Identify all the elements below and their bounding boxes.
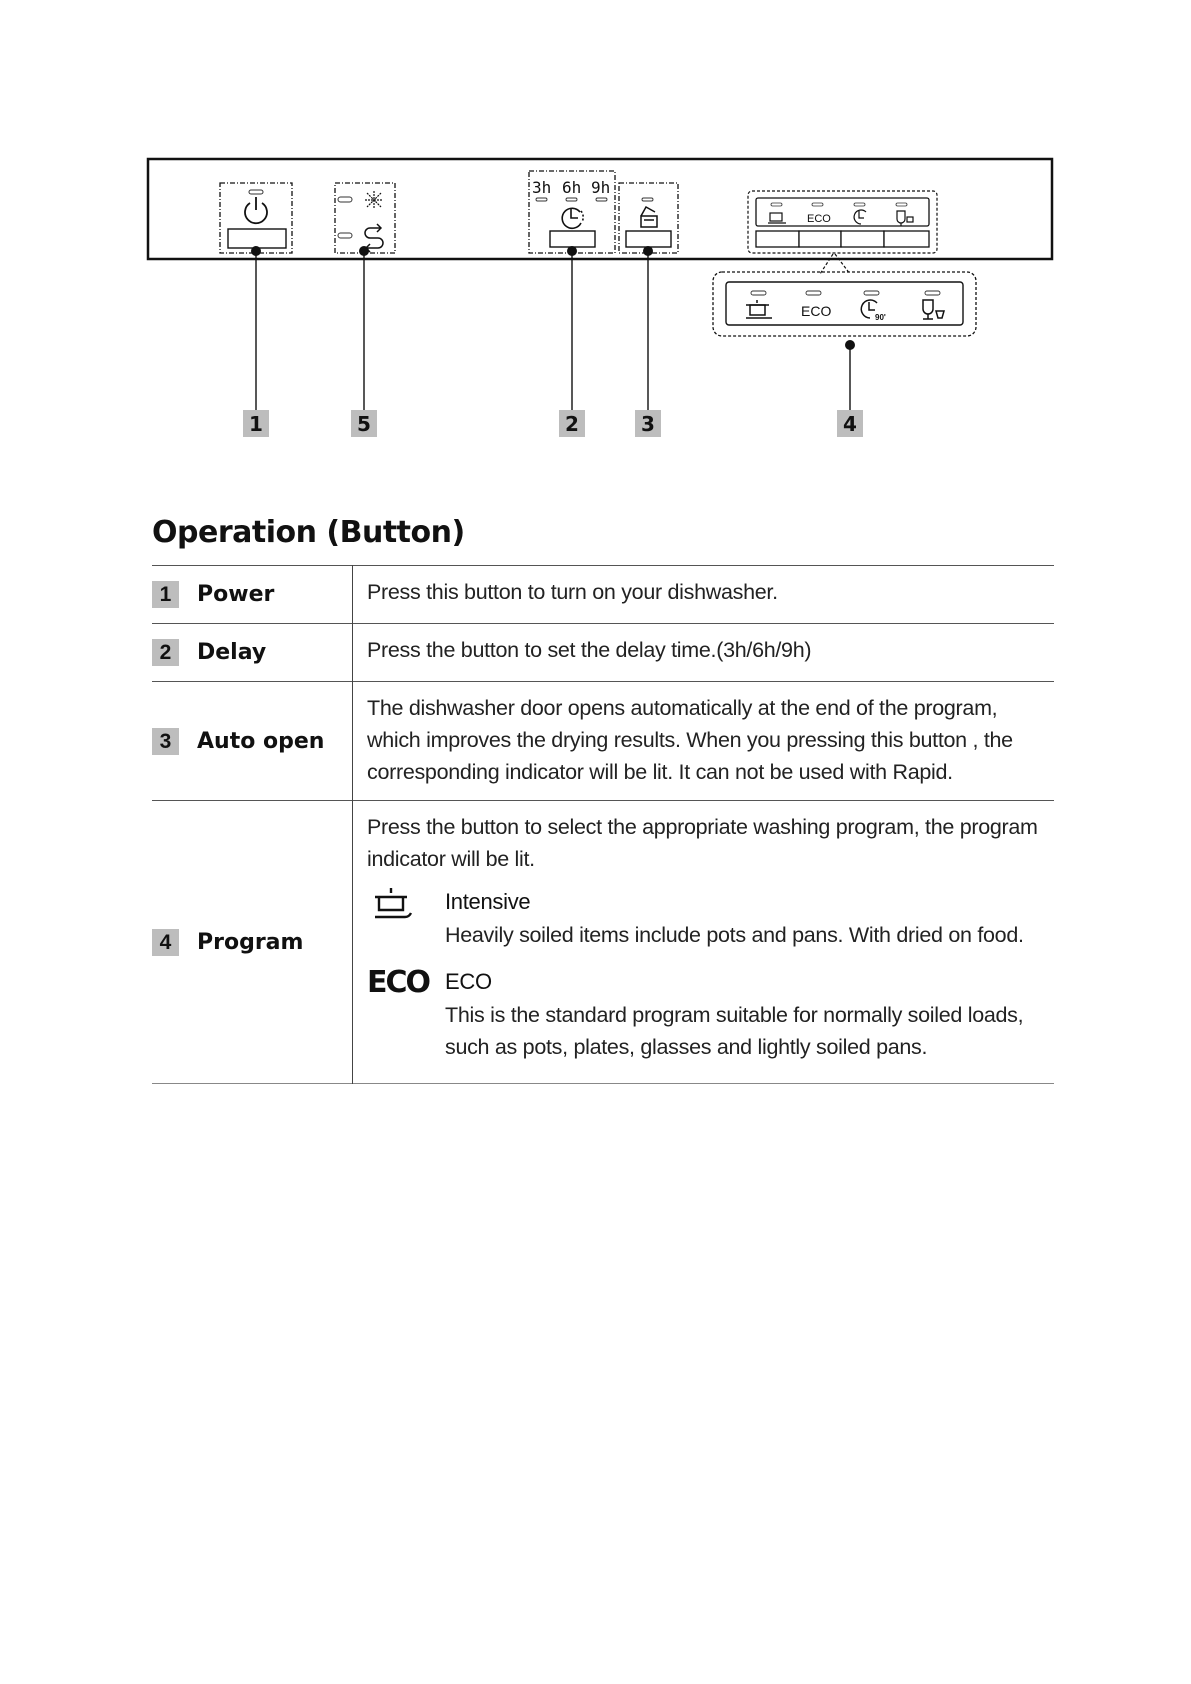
program-description: Heavily soiled items include pots and pans. With dried on food. xyxy=(445,923,1024,947)
row-label: Power xyxy=(197,582,275,607)
program-description: This is the standard program suitable for normally soiled loads, such as pots, plates, glasses and lightly soiled pans. xyxy=(445,1003,1024,1059)
program-module-enlarged xyxy=(713,272,976,336)
row-number-badge: 4 xyxy=(152,929,179,956)
program-name: ECO xyxy=(445,969,492,994)
row-description: Press the button to set the delay time.(3h/6h/9h) xyxy=(367,638,812,662)
callout-4: 4 xyxy=(843,412,857,436)
salt-indicator xyxy=(338,233,352,238)
auto-open-module xyxy=(619,183,678,253)
power-icon xyxy=(245,197,267,223)
callout-1: 1 xyxy=(249,412,263,436)
auto-open-indicator xyxy=(642,198,653,201)
delay-label-6h: 6h xyxy=(562,178,582,197)
intensive-pot-icon xyxy=(746,300,772,318)
leader-dot-3 xyxy=(643,246,653,256)
program-item-eco xyxy=(367,965,1040,1063)
power-indicator xyxy=(249,190,263,194)
row-number-badge: 2 xyxy=(152,639,179,666)
row-description: Press this button to turn on your dishwasher. xyxy=(367,580,778,604)
table-row xyxy=(152,801,1054,1084)
power-button[interactable] xyxy=(228,229,286,248)
program-button-intensive[interactable] xyxy=(756,231,799,247)
quick-90-label: 90' xyxy=(875,313,886,322)
auto-open-button[interactable] xyxy=(626,231,671,247)
row-description: The dishwasher door opens automatically at the end of the program, which improves the drying results. When you pressing this button , the corresponding indicator will be lit. It can not be used with Rapid. xyxy=(367,696,1013,784)
delay-module xyxy=(529,171,615,253)
row-description: Press the button to select the appropriate washing program, the program indicator will be lit. xyxy=(367,815,1038,871)
section-title: Operation (Button) xyxy=(152,515,465,550)
program-button-glass[interactable] xyxy=(884,231,929,247)
control-panel-diagram xyxy=(0,0,1191,460)
leader-dot-1 xyxy=(251,246,261,256)
rinse-aid-icon xyxy=(365,191,383,209)
row-label: Program xyxy=(197,929,304,955)
eco-icon: ECO xyxy=(367,965,430,1000)
leader-dot-4 xyxy=(845,340,855,350)
operation-table xyxy=(152,565,1054,1084)
table-row xyxy=(152,566,1054,624)
auto-open-door-icon xyxy=(641,207,657,227)
delay-clock-icon xyxy=(562,208,583,228)
rinse-aid-indicator xyxy=(338,197,352,202)
leader-dot-5 xyxy=(359,246,369,256)
program-module-small xyxy=(748,191,937,253)
row-number-badge: 1 xyxy=(152,581,179,608)
callout-3: 3 xyxy=(641,412,655,436)
row-label: Delay xyxy=(197,640,267,665)
eco-label-small: ECO xyxy=(807,213,831,225)
eco-label-enlarged: ECO xyxy=(801,303,832,319)
delay-label-3h: 3h xyxy=(532,178,552,197)
program-button-eco[interactable] xyxy=(799,231,841,247)
table-row xyxy=(152,624,1054,682)
callout-5: 5 xyxy=(357,412,371,436)
table-row xyxy=(152,682,1054,801)
delay-label-9h: 9h xyxy=(591,178,611,197)
callout-2: 2 xyxy=(565,412,579,436)
program-button-quick[interactable] xyxy=(841,231,884,247)
delay-button[interactable] xyxy=(550,231,595,247)
power-module xyxy=(220,183,292,253)
intensive-pot-icon xyxy=(367,885,419,925)
aux-module xyxy=(335,183,395,253)
row-number-badge: 3 xyxy=(152,728,179,755)
program-item-intensive xyxy=(367,885,1040,951)
leader-dot-2 xyxy=(567,246,577,256)
program-name: Intensive xyxy=(445,889,531,914)
glass-cup-icon xyxy=(923,300,944,319)
row-label: Auto open xyxy=(197,728,325,754)
